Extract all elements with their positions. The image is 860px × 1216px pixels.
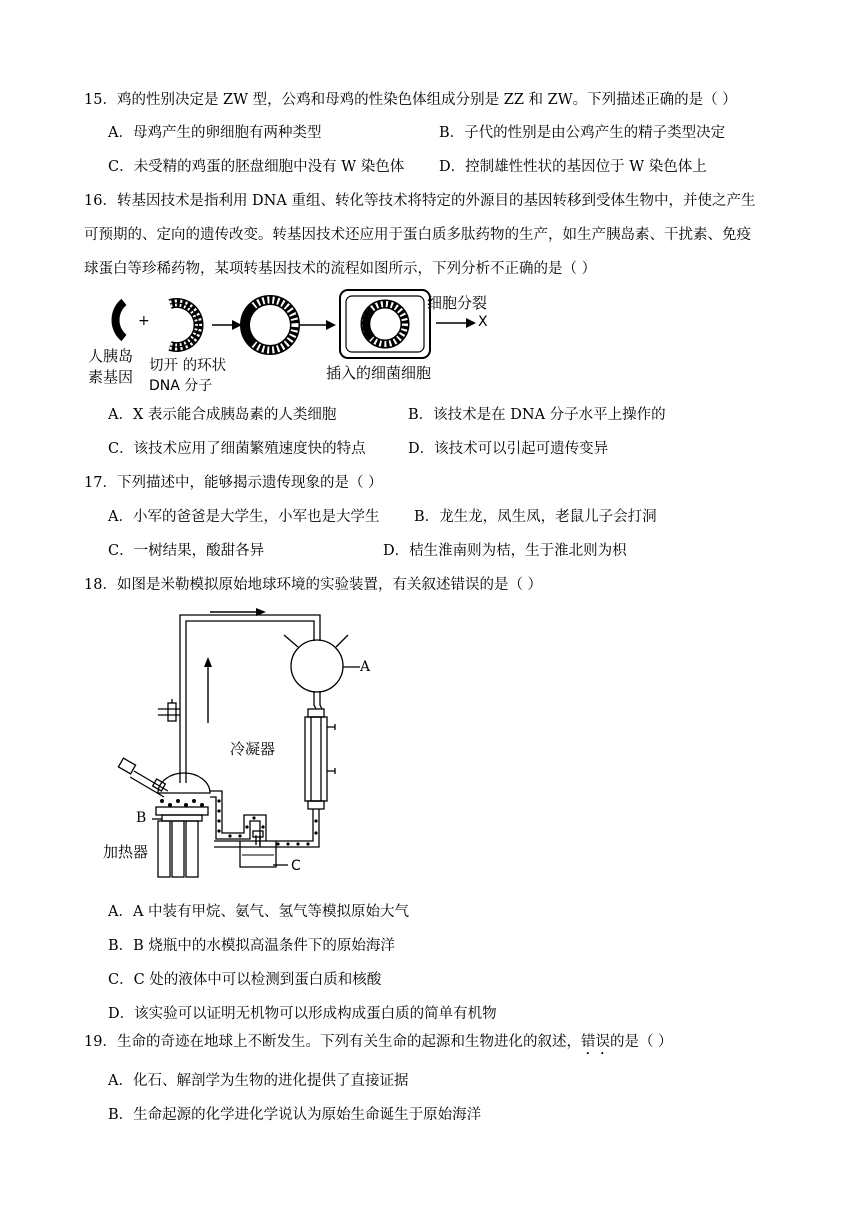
q19-stem-pre: 19．生命的奇迹在地球上不断发生。下列有关生命的起源和生物进化的叙述， [84,1034,581,1050]
division-label: 细胞分裂 [427,294,488,312]
q19-stem-emphasis: 错误 [580,1034,610,1050]
gene-label-line1: 人胰岛 [88,347,134,365]
q15-option-c: C．未受精的鸡蛋的胚盘细胞中没有 W 染色体 [108,159,405,175]
q19-stem [84,1033,673,1058]
q18-option-a: A．A 中装有甲烷、氨气、氢气等模拟原始大气 [108,904,410,920]
q18-option-b: B．B 烧瓶中的水模拟高温条件下的原始海洋 [108,938,395,954]
cut-ring [170,303,199,347]
q16-option-c: C．该技术应用了细菌繁殖速度快的特点 [108,441,366,457]
label-a: A [360,659,371,675]
q15-stem: 15．鸡的性别决定是 ZW 型，公鸡和母鸡的性染色体组成分别是 ZZ 和 ZW。下列描述正确的是（ ） [84,92,737,108]
q16-stem-line2: 可预期的、定向的遗传改变。转基因技术还应用于蛋白质多肽药物的生产，如生产胰岛素、干扰素、免疫 [84,227,751,243]
ring-label-line1: 切开 的环状 [149,358,227,374]
label-c: C [291,858,301,874]
q15-option-d: D．控制雄性性状的基因位于 W 染色体上 [439,159,707,175]
plus-sign: + [138,313,150,329]
label-b: B [136,810,147,826]
cell-label: 插入的细菌细胞 [326,364,432,382]
q17-stem: 17．下列描述中，能够揭示遗传现象的是（ ） [84,475,383,491]
q18-option-c: C．C 处的液体中可以检测到蛋白质和核酸 [108,972,382,988]
q19-stem-post: 的是（ ） [609,1034,673,1050]
ring-label-line2: DNA 分子 [149,378,213,394]
q18-option-d: D．该实验可以证明无机物可以形成构成蛋白质的简单有机物 [108,1006,497,1022]
gene-label-line2: 素基因 [88,368,134,386]
recombinant-ring [245,300,295,350]
q17-option-d: D．桔生淮南则为桔，生于淮北则为枳 [383,543,627,559]
q19-option-b: B．生命起源的化学进化学说认为原始生命诞生于原始海洋 [108,1107,482,1123]
gene-fragment-arc [115,302,124,338]
x-label: X [478,314,488,330]
q15-option-a: A．母鸡产生的卵细胞有两种类型 [108,125,322,141]
q16-option-b: B．该技术是在 DNA 分子水平上操作的 [408,407,666,423]
q16-stem-line1: 16．转基因技术是指利用 DNA 重组、转化等技术将特定的外源目的基因转移到受体生物中，并使之产生 [84,193,756,209]
q17-option-b: B．龙生龙，凤生凤，老鼠儿子会打洞 [414,509,657,525]
q19-option-a: A．化石、解剖学为生物的进化提供了直接证据 [108,1073,409,1089]
heater-label: 加热器 [103,843,149,861]
q18-stem: 18．如图是米勒模拟原始地球环境的实验装置，有关叙述错误的是（ ） [84,577,543,593]
q17-option-a: A．小军的爸爸是大学生，小军也是大学生 [108,509,380,525]
bacterium-cell [340,290,430,358]
q16-option-a: A．X 表示能合成胰岛素的人类细胞 [108,407,337,423]
q16-option-d: D．该技术可以引起可遗传变异 [408,441,609,457]
condenser-label: 冷凝器 [230,740,276,758]
q16-stem-line3: 球蛋白等珍稀药物，某项转基因技术的流程如图所示，下列分析不正确的是（ ） [84,261,597,277]
q17-option-c: C．一树结果，酸甜各异 [108,543,265,559]
q15-option-b: B．子代的性别是由公鸡产生的精子类型决定 [439,125,726,141]
